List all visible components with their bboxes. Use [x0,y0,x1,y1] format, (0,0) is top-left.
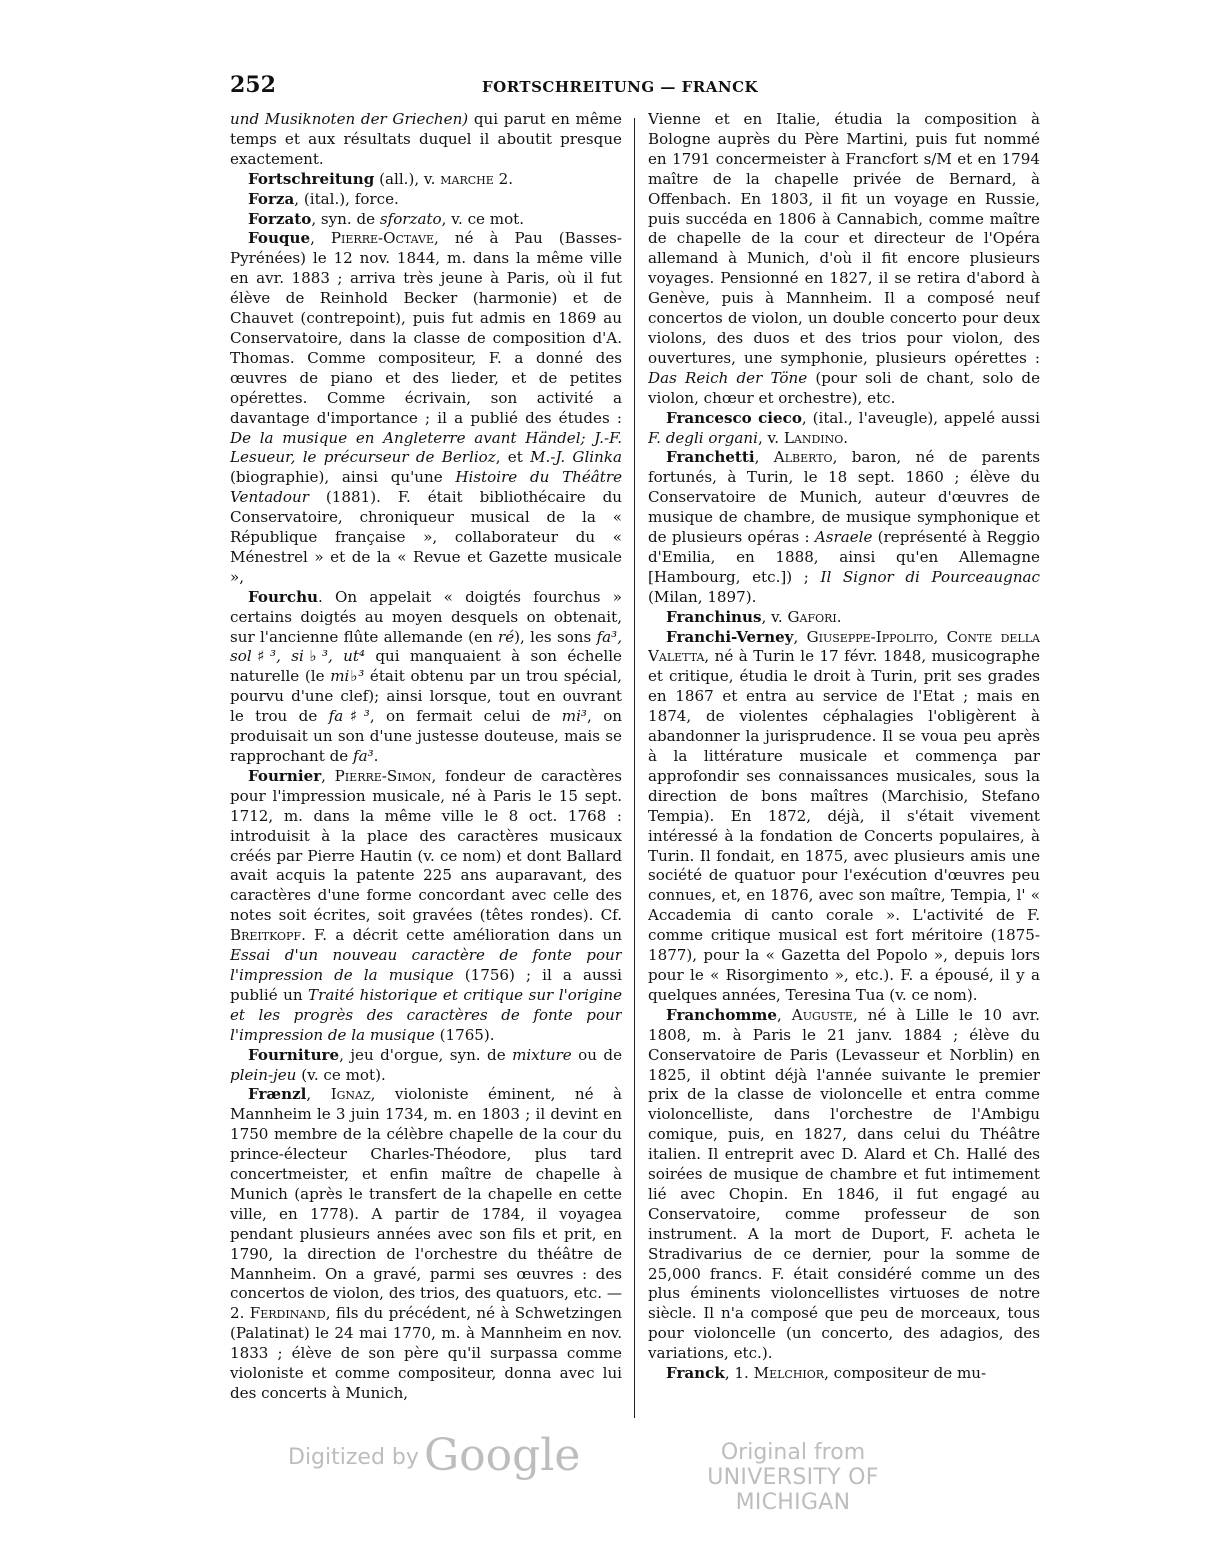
headword: Fourchu [248,587,319,606]
headword: Franchetti [666,448,755,467]
entry-text: qui manquaient à son échelle naturelle (le [230,647,622,686]
italic-text: F. degli organi [648,428,758,447]
small-caps-name: Melchior [753,1364,825,1383]
entry-text: . On appelait « doigtés fourchus » certains doigtés au moyen desquels on obtenait, sur l'ancienne flûte allemande (en [230,587,622,646]
entry-text: , v. [761,607,788,626]
entry-text: , né à Pau (Basses-Pyrénées) le 12 nov. 1844, m. dans la même ville en avr. 1883 ; arriva très jeune à Paris, où il fut élève de Reinhold Becker (harmonie) et de Chauvet (contrepoint), puis fut admis en 1869 au Conservatoire, dans la classe de composition d'A. Thomas. Comme compositeur, F. a donné des œuvres de piano et des lieder, et de petites opérettes. Comme écrivain, son activité a davantage d'importance ; il a publié des études : [230,229,622,427]
small-caps-name: Ferdinand [249,1304,326,1323]
page-header [230,72,1040,104]
entry-text: , [310,229,331,248]
entry-paragraph [230,190,622,210]
entry-text: , baron, né de parents fortunés, à Turin, le 18 sept. 1860 ; élève du Conservatoire de Munich, auteur d'œuvres de musique de chambre, de musique symphonique et de plusieurs opéras : [648,448,1040,547]
small-caps-name: Pierre-Simon [334,766,432,785]
headword: Franchi-Verney [666,627,794,646]
left-column [230,110,622,1420]
entry-paragraph [648,1364,1040,1384]
entry-paragraph [230,588,622,767]
entry-text: (Milan, 1897). [648,587,757,606]
original-from-text: Original from [720,1440,866,1465]
italic-text: Histoire du Théâtre Ventadour [230,468,622,507]
entry-text: Vienne et en Italie, étudia la composition à Bologne auprès du Père Martini, puis fut nommé en 1791 concermeister à Francfort s/M et en 1794 maître de la chapelle privée de Bernard, à Offenbach. En 1803, il fit un voyage en Russie, puis succéda en 1806 à Cannabich, comme maître de chapelle de la cour et directeur de l'Opéra allemand à Munich, d'où il fit encore plusieurs voyages. Pensionné en 1827, il se retira d'abord à Genève, puis à Mannheim. Il a composé neuf concertos de violon, un double concerto pour deux violons, des duos et des trios pour violon, des ouvertures, une symphonie, plusieurs opérettes : [648,110,1040,367]
headword: Forza [248,189,295,208]
google-logo: Google [424,1430,581,1481]
italic-text: Traité historique et critique sur l'origine et les progrès des caractères de fonte pour l'impression de la musique [230,985,622,1044]
italic-text: fa³ [353,747,374,765]
small-caps-name: Giuseppe-Ippolito, Conte della Valetta [648,627,1040,666]
page-number: 252 [230,72,276,98]
italic-text: mi♭³ [330,667,365,686]
entry-paragraph [230,1046,622,1086]
entry-text: , [793,627,807,646]
entry-text: , né à Lille le 10 avr. 1808, m. à Paris le 21 janv. 1884 ; élève du Conservatoire de Paris (Levasseur et Norblin) en 1825, il obtint déjà l'année suivante le premier prix de la classe de violoncelle et entra comme violoncelliste, dans l'orchestre de l'Ambigu comique, puis, en 1827, dans celui du Théâtre italien. Il entreprit avec D. Alard et Ch. Hallé des soirées de musique de chambre et fut intimement lié avec Chopin. En 1846, il fut engagé au Conservatoire, comme professeur de son instrument. A la mort de Duport, F. acheta le Stradivarius de ce dernier, pour la somme de 25,000 francs. F. était considéré comme un des plus éminents violoncellistes virtuoses de notre siècle. Il n'a composé que peu de morceaux, tous pour violoncelle (un concerto, des adagios, des variations, etc.). [648,1005,1040,1363]
headword: Frænzl [248,1085,307,1104]
italic-text: M.-J. Glinka [530,448,622,467]
right-column [648,110,1040,1420]
italic-text: sforzato [379,209,442,228]
entry-text: , on produisait un son d'une justesse douteuse, mais se rapprochant de [230,707,622,765]
entry-text: . [836,607,842,626]
entry-paragraph [648,110,1040,409]
italic-text: fa♯³ [328,707,370,726]
entry-text: , violoniste éminent, né à Mannheim le 3 juin 1734, m. en 1803 ; il devint en 1750 membre de la célèbre chapelle de la cour du prince-électeur Charles-Théodore, plus tard concertmeister, et enfin maître de chapelle à Munich (après le transfert de la chapelle en cette ville, en 1778). A partir de 1784, il voyagea pendant plusieurs années avec son fils et prit, en 1790, la direction de l'orchestre du théâtre de Mannheim. On a gravé, parmi ses œuvres : des concertos de violon, des trios, des quatuors, etc. — 2. [230,1085,622,1323]
small-caps-name: Auguste [791,1005,853,1024]
small-caps-name: Breitkopf [230,926,302,945]
entry-paragraph [230,767,622,1046]
entry-paragraph [230,229,622,587]
entry-text: (1881). F. était bibliothécaire du Conservatoire, chroniqueur musical de la « République française », collaborateur du « Ménestrel » et de la « Revue et Gazette musicale », [230,488,622,586]
small-caps-name: Landino [783,428,844,447]
entry-text: était obtenu par un trou spécial, pourvu d'une clef); ainsi lorsque, tout en ouvrant le trou de [230,667,622,726]
entry-paragraph [648,628,1040,1006]
entry-text: , (ital.), force. [294,189,399,208]
italic-text: Il Signor di Pourceaugnac [820,567,1040,586]
running-head: FORTSCHREITUNG — FRANCK [482,78,759,96]
entry-text: , compositeur de mu- [824,1364,987,1383]
italic-text: mi³ [561,707,587,726]
entry-text: (v. ce mot). [296,1065,386,1084]
headword: Francesco cieco [666,408,802,427]
entry-paragraph [230,210,622,230]
italic-text: De la musique en Angleterre avant Händel; J.-F. Lesueur, le précurseur de Berlioz [230,428,622,467]
entry-text: (all.), v. [374,169,441,188]
small-caps-name: Alberto [773,448,833,467]
entry-paragraph [230,1085,622,1404]
entry-text: (pour soli de chant, solo de violon, chœur et orchestre), etc. [648,368,1040,407]
entry-text: (biographie), ainsi qu'une [230,468,456,487]
entry-text: , fils du précédent, né à Schwetzingen (Palatinat) le 24 mai 1770, m. à Mannheim en nov. 1833 ; élève de son père qu'il surpassa comme violoniste et comme compositeur, donna avec lui des concerts à Munich, [230,1304,622,1402]
entry-text: , [754,448,774,467]
headword: Franck [666,1364,725,1383]
entry-text: , on fermait celui de [369,707,562,726]
italic-text: plein-jeu [230,1065,297,1084]
small-caps-name: Ignaz [330,1085,371,1104]
entry-text: , 1. [724,1364,754,1383]
entry-text: ), les sons [514,627,597,646]
entry-text: 2. [493,169,514,188]
entry-text: , jeu d'orgue, syn. de [339,1045,513,1064]
headword: Fournier [248,766,322,785]
italic-text: Asraele [814,528,873,547]
entry-paragraph [230,110,622,170]
italic-text: Das Reich der Töne [648,368,808,387]
italic-text: mixture [512,1045,572,1064]
entry-text: . [843,428,849,447]
italic-text: Essai d'un nouveau caractère de fonte pour l'impression de la musique [230,946,622,984]
entry-text: qui parut en même temps et aux résultats duquel il aboutit presque exactement. [230,110,622,168]
headword: Franchomme [666,1005,777,1024]
entry-text: (1756) ; il a aussi publié un [230,965,622,1004]
entry-text: . [373,747,379,765]
entry-text: (1765). [434,1025,495,1044]
entry-paragraph [648,1006,1040,1364]
italic-text: ré [498,627,515,646]
entry-text: ou de [571,1045,622,1064]
university-text: UNIVERSITY OF MICHIGAN [707,1465,879,1515]
small-caps-name: Gafori [787,607,837,626]
original-from-watermark [668,1440,918,1515]
digitized-by-text: Digitized by [288,1445,419,1470]
entry-paragraph [648,409,1040,449]
italic-text: und Musiknoten der Griechen) [230,110,469,128]
headword: Fouque [248,229,311,248]
entry-text: . F. a décrit cette amélioration dans un [301,926,622,945]
entry-paragraph [648,608,1040,628]
headword: Fortschreitung [248,169,375,188]
entry-text: , v. ce mot. [441,209,525,228]
headword: Fourniture [248,1045,340,1064]
entry-text: , fondeur de caractères pour l'impression musicale, né à Paris le 15 sept. 1712, m. dans la même ville le 8 oct. 1768 : introduisit à la place des caractères musicaux créés par Pierre Hautin (v. ce nom) et dont Ballard avait acquis la patente 225 ans auparavant, des caractères d'une forme concordant avec celle des notes soit écrites, soit gravées (têtes rondes). Cf. [230,766,622,925]
entry-text: , et [495,448,531,467]
entry-paragraph [648,448,1040,607]
headword: Franchinus [666,607,762,626]
entry-text: , [321,766,335,785]
entry-text: , syn. de [311,209,380,228]
entry-text: , [776,1005,792,1024]
entry-text: , (ital., l'aveugle), appelé aussi [801,408,1040,427]
headword: Forzato [248,209,312,228]
entry-text: , né à Turin le 17 févr. 1848, musicographe et critique, étudia le droit à Turin, prit ses grades en 1867 et entra au service de l'Etat ; mais en 1874, de violentes céphalagies l'obligèrent à abandonner la jurisprudence. Il se voua peu après à la littérature musicale et commença par approfondir ses connaissances musicales, sous la direction de bons maîtres (Marchisio, Stefano Tempia). En 1872, déjà, il s'était vivement intéressé à la fondation de Concerts populaires, à Turin. Il fondait, en 1875, avec plusieurs amis une société de quatuor pour l'exécution d'œuvres peu connues, et, en 1876, avec son maître, Tempia, l' « Accademia di canto corale ». L'activité de F. comme critique musical est fort méritoire (1875-1877), pour la « Gazetta del Popolo », depuis lors pour le « Risorgimento », etc.). F. a épousé, il y a quelques années, Teresina Tua (v. ce nom). [648,647,1040,1004]
entry-paragraph [230,170,622,190]
entry-text: , v. [757,428,784,447]
italic-text: fa³, sol♯³, si♭³, ut⁴ [230,627,622,666]
small-caps-name: marche [440,169,494,188]
entry-text: , [306,1085,331,1104]
digitized-by-watermark [288,1430,580,1481]
entry-text: (représenté à Reggio d'Emilia, en 1888, ainsi qu'en Allemagne [Hambourg, etc.]) ; [648,528,1040,586]
column-divider [634,118,635,1418]
small-caps-name: Pierre-Octave [330,229,435,248]
